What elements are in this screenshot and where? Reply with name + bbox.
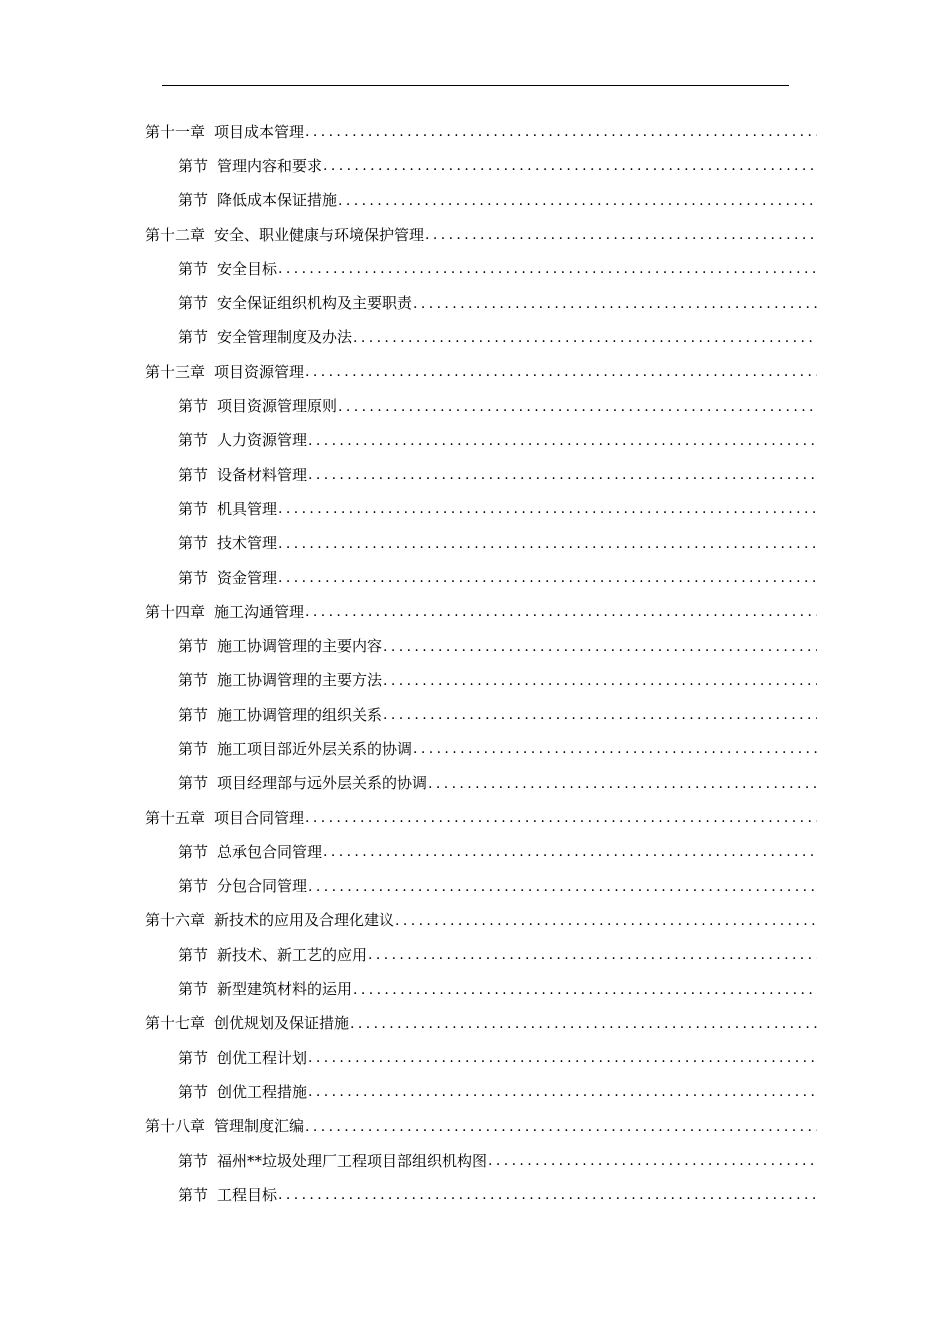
toc-dot-leader — [350, 1017, 817, 1031]
toc-entry-label: 第节 — [178, 945, 209, 964]
toc-dot-leader — [305, 125, 817, 139]
toc-dot-leader — [395, 914, 817, 928]
toc-dot-leader — [278, 262, 817, 276]
toc-entry-title: 施工协调管理的主要内容 — [217, 637, 383, 656]
toc-section-entry[interactable] — [145, 424, 817, 458]
toc-entry-title: 项目资源管理原则 — [217, 397, 338, 416]
toc-entry-title: 技术管理 — [217, 534, 278, 553]
toc-entry-label: 第节 — [178, 259, 209, 278]
table-of-contents — [145, 115, 817, 1213]
toc-section-entry[interactable] — [145, 972, 817, 1006]
toc-dot-leader — [353, 983, 817, 997]
toc-entry-label: 第节 — [178, 568, 209, 587]
toc-dot-leader — [278, 502, 817, 516]
toc-section-entry[interactable] — [145, 835, 817, 869]
toc-section-entry[interactable] — [145, 252, 817, 286]
toc-entry-title: 人力资源管理 — [217, 431, 308, 450]
toc-section-entry[interactable] — [145, 184, 817, 218]
toc-dot-leader — [338, 400, 817, 414]
toc-dot-leader — [308, 434, 817, 448]
toc-entry-label: 第节 — [178, 1151, 209, 1170]
toc-entry-label: 第节 — [178, 671, 209, 690]
toc-dot-leader — [383, 708, 817, 722]
toc-entry-label: 第节 — [178, 1185, 209, 1204]
toc-dot-leader — [308, 1051, 817, 1065]
toc-dot-leader — [323, 159, 817, 173]
toc-chapter-entry[interactable] — [145, 801, 817, 835]
toc-dot-leader — [278, 537, 817, 551]
toc-entry-label: 第节 — [178, 294, 209, 313]
toc-section-entry[interactable] — [145, 664, 817, 698]
toc-entry-label: 第节 — [178, 739, 209, 758]
toc-entry-title: 安全保证组织机构及主要职责 — [217, 294, 413, 313]
toc-entry-label: 第十六章 — [145, 911, 206, 930]
toc-entry-title: 项目合同管理 — [214, 808, 305, 827]
toc-entry-label: 第节 — [178, 1048, 209, 1067]
toc-entry-title: 工程目标 — [217, 1185, 278, 1204]
toc-entry-label: 第节 — [178, 877, 209, 896]
toc-dot-leader — [278, 571, 817, 585]
toc-section-entry[interactable] — [145, 732, 817, 766]
toc-entry-title: 管理内容和要求 — [217, 156, 323, 175]
toc-section-entry[interactable] — [145, 1144, 817, 1178]
header-rule — [162, 85, 789, 86]
toc-dot-leader — [323, 845, 817, 859]
toc-entry-label: 第节 — [178, 328, 209, 347]
toc-entry-title: 安全、职业健康与环境保护管理 — [214, 225, 425, 244]
toc-dot-leader — [308, 880, 817, 894]
toc-section-entry[interactable] — [145, 1178, 817, 1212]
toc-entry-title: 创优工程计划 — [217, 1048, 308, 1067]
toc-chapter-entry[interactable] — [145, 595, 817, 629]
toc-dot-leader — [308, 1085, 817, 1099]
toc-dot-leader — [425, 228, 817, 242]
toc-dot-leader — [413, 742, 817, 756]
toc-dot-leader — [305, 811, 817, 825]
toc-entry-label: 第节 — [178, 980, 209, 999]
toc-dot-leader — [488, 1154, 817, 1168]
toc-chapter-entry[interactable] — [145, 1110, 817, 1144]
toc-dot-leader — [305, 365, 817, 379]
toc-entry-label: 第十七章 — [145, 1014, 206, 1033]
toc-entry-label: 第节 — [178, 499, 209, 518]
toc-entry-title: 设备材料管理 — [217, 465, 308, 484]
toc-dot-leader — [383, 640, 817, 654]
toc-entry-title: 福州**垃圾处理厂工程项目部组织机构图 — [217, 1151, 488, 1170]
toc-dot-leader — [305, 605, 817, 619]
toc-entry-title: 施工协调管理的主要方法 — [217, 671, 383, 690]
toc-dot-leader — [383, 674, 817, 688]
toc-dot-leader — [308, 468, 817, 482]
toc-entry-title: 总承包合同管理 — [217, 842, 323, 861]
toc-section-entry[interactable] — [145, 1041, 817, 1075]
toc-dot-leader — [413, 297, 817, 311]
toc-section-entry[interactable] — [145, 527, 817, 561]
toc-section-entry[interactable] — [145, 321, 817, 355]
toc-chapter-entry[interactable] — [145, 218, 817, 252]
toc-entry-label: 第十一章 — [145, 122, 206, 141]
toc-dot-leader — [305, 1120, 817, 1134]
toc-entry-label: 第节 — [178, 842, 209, 861]
toc-entry-label: 第十四章 — [145, 602, 206, 621]
toc-entry-label: 第节 — [178, 431, 209, 450]
toc-entry-title: 降低成本保证措施 — [217, 191, 338, 210]
toc-chapter-entry[interactable] — [145, 1007, 817, 1041]
toc-entry-label: 第十三章 — [145, 362, 206, 381]
toc-entry-label: 第十八章 — [145, 1117, 206, 1136]
toc-entry-title: 施工沟通管理 — [214, 602, 305, 621]
toc-dot-leader — [428, 777, 817, 791]
toc-entry-title: 施工项目部近外层关系的协调 — [217, 739, 413, 758]
toc-entry-title: 资金管理 — [217, 568, 278, 587]
toc-entry-title: 分包合同管理 — [217, 877, 308, 896]
toc-entry-label: 第节 — [178, 637, 209, 656]
toc-entry-title: 管理制度汇编 — [214, 1117, 305, 1136]
toc-section-entry[interactable] — [145, 767, 817, 801]
toc-entry-label: 第节 — [178, 465, 209, 484]
toc-entry-title: 新技术、新工艺的应用 — [217, 945, 368, 964]
toc-section-entry[interactable] — [145, 938, 817, 972]
toc-section-entry[interactable] — [145, 561, 817, 595]
toc-entry-label: 第节 — [178, 191, 209, 210]
toc-entry-label: 第节 — [178, 1082, 209, 1101]
toc-section-entry[interactable] — [145, 389, 817, 423]
toc-entry-title: 创优规划及保证措施 — [214, 1014, 350, 1033]
toc-entry-title: 安全管理制度及办法 — [217, 328, 353, 347]
toc-dot-leader — [278, 1188, 817, 1202]
toc-entry-label: 第节 — [178, 774, 209, 793]
toc-entry-title: 机具管理 — [217, 499, 278, 518]
toc-entry-title: 新型建筑材料的运用 — [217, 980, 353, 999]
toc-entry-title: 项目经理部与远外层关系的协调 — [217, 774, 428, 793]
toc-entry-title: 创优工程措施 — [217, 1082, 308, 1101]
toc-chapter-entry[interactable] — [145, 355, 817, 389]
toc-dot-leader — [368, 948, 817, 962]
toc-entry-title: 项目资源管理 — [214, 362, 305, 381]
toc-entry-title: 项目成本管理 — [214, 122, 305, 141]
toc-dot-leader — [353, 331, 817, 345]
toc-section-entry[interactable] — [145, 492, 817, 526]
toc-entry-label: 第节 — [178, 534, 209, 553]
toc-section-entry[interactable] — [145, 698, 817, 732]
toc-entry-title: 施工协调管理的组织关系 — [217, 705, 383, 724]
toc-entry-label: 第节 — [178, 397, 209, 416]
toc-entry-label: 第节 — [178, 705, 209, 724]
toc-section-entry[interactable] — [145, 1075, 817, 1109]
toc-section-entry[interactable] — [145, 286, 817, 320]
toc-chapter-entry[interactable] — [145, 904, 817, 938]
toc-entry-title: 安全目标 — [217, 259, 278, 278]
toc-entry-label: 第十二章 — [145, 225, 206, 244]
toc-entry-title: 新技术的应用及合理化建议 — [214, 911, 395, 930]
toc-section-entry[interactable] — [145, 458, 817, 492]
toc-entry-label: 第十五章 — [145, 808, 206, 827]
toc-entry-label: 第节 — [178, 156, 209, 175]
toc-section-entry[interactable] — [145, 870, 817, 904]
toc-section-entry[interactable] — [145, 629, 817, 663]
toc-section-entry[interactable] — [145, 149, 817, 183]
toc-dot-leader — [338, 194, 817, 208]
toc-chapter-entry[interactable] — [145, 115, 817, 149]
